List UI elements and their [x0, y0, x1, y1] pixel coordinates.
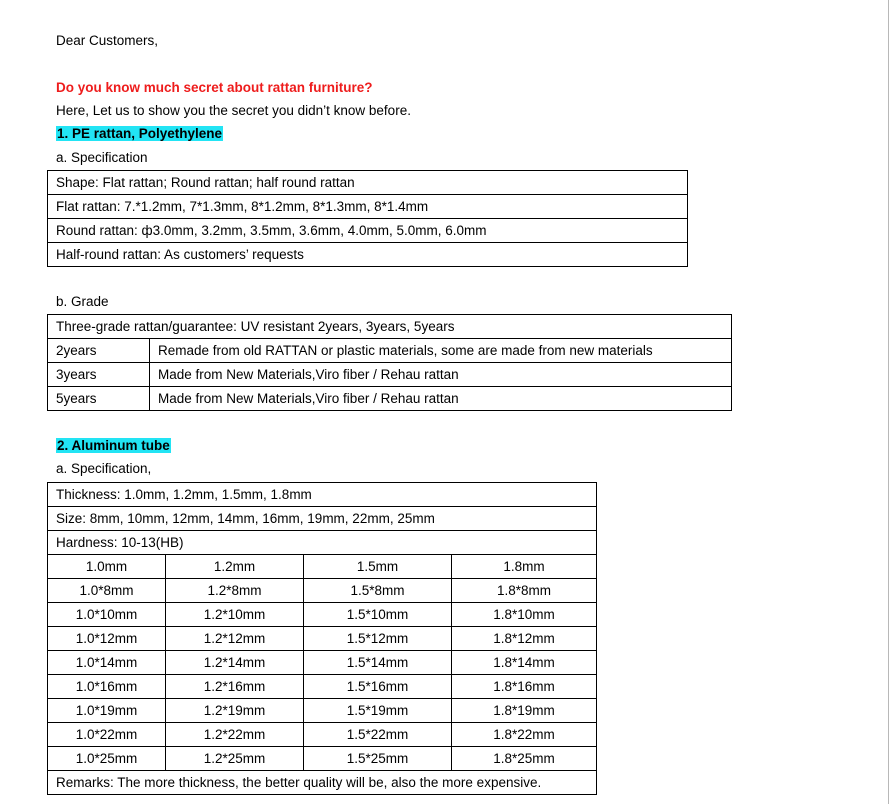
section2-heading-text: 2. Aluminum tube [57, 438, 170, 453]
grid-cell: 1.5*22mm [304, 723, 452, 747]
grade-years-cell: 2years [48, 339, 150, 363]
table-row [48, 171, 688, 195]
grid-cell: 1.8*8mm [452, 579, 597, 603]
grid-cell: 1.2*14mm [166, 651, 304, 675]
grid-cell: 1.2*8mm [166, 579, 304, 603]
grid-cell: 1.2*12mm [166, 627, 304, 651]
greeting: Dear Customers, [56, 33, 159, 48]
grid-cell: 1.8*16mm [452, 675, 597, 699]
grid-cell: 1.0*14mm [48, 651, 166, 675]
spec-cell: Flat rattan: 7.*1.2mm, 7*1.3mm, 8*1.2mm, 8*1.3mm, 8*1.4mm [48, 195, 688, 219]
section1-heading-text: 1. PE rattan, Polyethylene [57, 126, 223, 141]
table-row [48, 627, 597, 651]
table-row [48, 483, 597, 507]
grid-header-cell: 1.0mm [48, 555, 166, 579]
grid-cell: 1.0*16mm [48, 675, 166, 699]
thickness-cell: Thickness: 1.0mm, 1.2mm, 1.5mm, 1.8mm [48, 483, 597, 507]
grid-cell: 1.8*19mm [452, 699, 597, 723]
grid-cell: 1.0*10mm [48, 603, 166, 627]
grade-years-cell: 5years [48, 387, 150, 411]
table-row [48, 507, 597, 531]
section2-heading [56, 437, 171, 455]
grid-header-cell: 1.2mm [166, 555, 304, 579]
grid-cell: 1.5*10mm [304, 603, 452, 627]
grade-years-cell: 3years [48, 363, 150, 387]
table-row [48, 747, 597, 771]
section1-heading [56, 125, 223, 143]
table-row [48, 651, 597, 675]
grid-cell: 1.0*19mm [48, 699, 166, 723]
grid-cell: 1.8*14mm [452, 651, 597, 675]
grid-header-row [48, 555, 597, 579]
table-row [48, 723, 597, 747]
table-row [48, 603, 597, 627]
grid-cell: 1.0*12mm [48, 627, 166, 651]
grid-header-cell: 1.8mm [452, 555, 597, 579]
grid-cell: 1.5*8mm [304, 579, 452, 603]
spec-cell: Round rattan: ф3.0mm, 3.2mm, 3.5mm, 3.6mm, 4.0mm, 5.0mm, 6.0mm [48, 219, 688, 243]
table-row [48, 339, 732, 363]
table-row [48, 315, 732, 339]
grade-header-cell: Three-grade rattan/guarantee: UV resistant 2years, 3years, 5years [48, 315, 732, 339]
grid-cell: 1.5*19mm [304, 699, 452, 723]
grid-cell: 1.5*25mm [304, 747, 452, 771]
spec-cell: Half-round rattan: As customers’ requests [48, 243, 688, 267]
grade-desc-cell: Remade from old RATTAN or plastic materials, some are made from new materials [150, 339, 732, 363]
grid-header-cell: 1.5mm [304, 555, 452, 579]
grid-cell: 1.8*22mm [452, 723, 597, 747]
pe-spec-table [47, 170, 688, 267]
table-row [48, 675, 597, 699]
grade-table [47, 314, 732, 411]
grade-label: b. Grade [56, 294, 109, 309]
section2-spec-label: a. Specification, [56, 461, 152, 476]
grid-cell: 1.5*14mm [304, 651, 452, 675]
table-row [48, 195, 688, 219]
grade-desc-cell: Made from New Materials,Viro fiber / Rehau rattan [150, 363, 732, 387]
grid-cell: 1.2*16mm [166, 675, 304, 699]
grid-cell: 1.8*12mm [452, 627, 597, 651]
grid-cell: 1.0*8mm [48, 579, 166, 603]
grid-cell: 1.2*22mm [166, 723, 304, 747]
grid-cell: 1.8*25mm [452, 747, 597, 771]
table-row [48, 579, 597, 603]
grid-cell: 1.2*19mm [166, 699, 304, 723]
spec-cell: Shape: Flat rattan; Round rattan; half round rattan [48, 171, 688, 195]
size-cell: Size: 8mm, 10mm, 12mm, 14mm, 16mm, 19mm, 22mm, 25mm [48, 507, 597, 531]
aluminum-spec-table [47, 482, 597, 795]
grade-desc-cell: Made from New Materials,Viro fiber / Rehau rattan [150, 387, 732, 411]
remarks-cell: Remarks: The more thickness, the better quality will be, also the more expensive. [48, 771, 597, 795]
hardness-cell: Hardness: 10-13(HB) [48, 531, 597, 555]
grid-cell: 1.5*12mm [304, 627, 452, 651]
grid-cell: 1.8*10mm [452, 603, 597, 627]
grid-cell: 1.2*10mm [166, 603, 304, 627]
question-heading: Do you know much secret about rattan furniture? [56, 80, 373, 95]
table-row [48, 531, 597, 555]
grid-cell: 1.0*25mm [48, 747, 166, 771]
grid-cell: 1.0*22mm [48, 723, 166, 747]
grid-cell: 1.2*25mm [166, 747, 304, 771]
table-row [48, 243, 688, 267]
table-row [48, 219, 688, 243]
intro-text: Here, Let us to show you the secret you didn’t know before. [56, 103, 411, 118]
table-row [48, 363, 732, 387]
table-row [48, 699, 597, 723]
table-row [48, 387, 732, 411]
page-edge-divider [888, 0, 889, 804]
grid-cell: 1.5*16mm [304, 675, 452, 699]
table-row [48, 771, 597, 795]
section1-spec-label: a. Specification [56, 150, 148, 165]
